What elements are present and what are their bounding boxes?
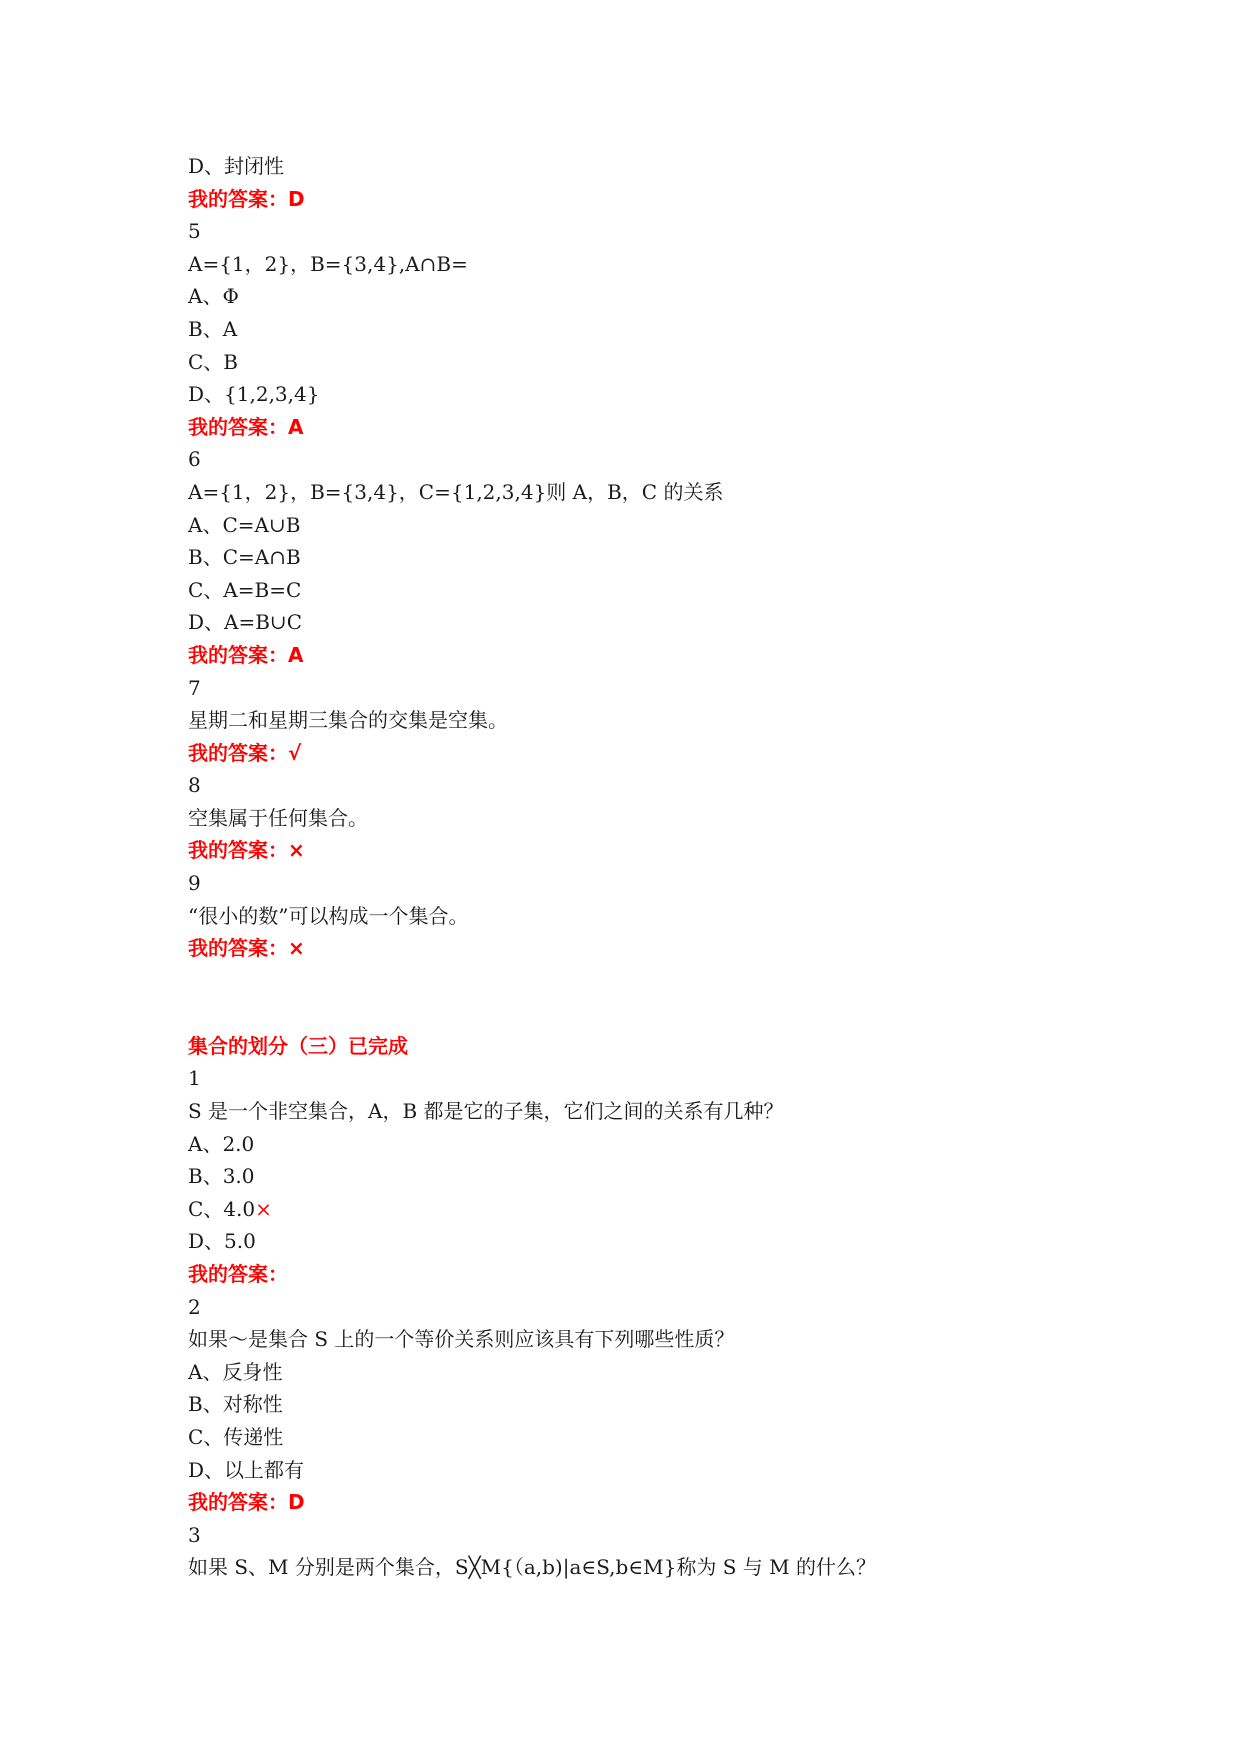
my-answer-label: 我的答案： — [188, 186, 288, 211]
answer-option-text: B、3.0 — [188, 1164, 255, 1189]
my-answer — [188, 639, 1148, 672]
my-answer-value: × — [288, 936, 305, 961]
question-text — [188, 476, 1148, 509]
my-answer-value: √ — [288, 740, 302, 765]
question-text — [188, 704, 1148, 737]
question-text — [188, 1323, 1148, 1356]
quiz-section-set-partition-3 — [188, 1062, 1148, 1584]
question-number-text: 1 — [188, 1066, 201, 1091]
answer-option-text: A、反身性 — [188, 1359, 283, 1384]
question-text — [188, 802, 1148, 835]
answer-option — [188, 1388, 1148, 1421]
answer-option-text: A、2.0 — [188, 1131, 255, 1156]
my-answer-label: 我的答案： — [188, 1262, 288, 1286]
my-answer — [188, 183, 1148, 216]
question-text-text: A={1，2}，B={3,4},A∩B= — [188, 251, 468, 276]
question-text — [188, 900, 1148, 933]
answer-option — [188, 1160, 1148, 1193]
answer-option — [188, 150, 1148, 183]
answer-option — [188, 509, 1148, 542]
answer-option-text: D、A=B∪C — [188, 610, 302, 635]
question-number — [188, 1519, 1148, 1552]
answer-option — [188, 1421, 1148, 1454]
question-text-text: 如果～是集合 S 上的一个等价关系则应该具有下列哪些性质？ — [188, 1327, 735, 1352]
my-answer-value: A — [288, 642, 304, 667]
question-number — [188, 1062, 1148, 1095]
question-text-text: A={1，2}，B={3,4}，C={1,2,3,4}则 A，B，C 的关系 — [188, 479, 724, 504]
question-number — [188, 1291, 1148, 1324]
answer-option-text: C、传递性 — [188, 1424, 284, 1449]
answer-option-text: A、C=A∪B — [188, 512, 301, 537]
question-number-text: 3 — [188, 1522, 201, 1547]
answer-option — [188, 1128, 1148, 1161]
answer-option-text: B、C=A∩B — [188, 545, 301, 570]
answer-option — [188, 1356, 1148, 1389]
question-text — [188, 1095, 1148, 1128]
question-number-text: 8 — [188, 773, 201, 798]
my-answer — [188, 411, 1148, 444]
answer-option — [188, 313, 1148, 346]
answer-option-text: D、封闭性 — [188, 154, 285, 178]
question-text-text: 星期二和星期三集合的交集是空集。 — [188, 708, 508, 733]
answer-option-text: C、B — [188, 349, 238, 374]
answer-option-text: D、5.0 — [188, 1229, 256, 1254]
question-number — [188, 443, 1148, 476]
answer-option-text: A、Φ — [188, 284, 239, 309]
my-answer — [188, 1258, 1148, 1291]
answer-option-text: D、以上都有 — [188, 1457, 305, 1482]
answer-option — [188, 541, 1148, 574]
question-number — [188, 215, 1148, 248]
answer-option — [188, 606, 1148, 639]
question-number-text: 5 — [188, 219, 201, 244]
my-answer-label: 我的答案： — [188, 936, 288, 961]
answer-option-text: B、A — [188, 316, 238, 341]
answer-option — [188, 378, 1148, 411]
question-number-text: 7 — [188, 675, 201, 700]
question-text — [188, 248, 1148, 281]
question-number — [188, 769, 1148, 802]
section-gap — [188, 965, 1148, 1030]
answer-option-text: B、对称性 — [188, 1392, 283, 1417]
my-answer-value: D — [288, 186, 305, 211]
my-answer-value: A — [288, 414, 304, 439]
question-number-text: 2 — [188, 1294, 201, 1319]
question-number — [188, 867, 1148, 900]
my-answer-label: 我的答案： — [188, 1490, 288, 1515]
my-answer — [188, 1486, 1148, 1519]
question-number — [188, 672, 1148, 705]
answer-option — [188, 1454, 1148, 1487]
question-number-text: 9 — [188, 871, 201, 896]
question-text-text: S 是一个非空集合，A，B 都是它的子集，它们之间的关系有几种？ — [188, 1099, 784, 1124]
answer-option — [188, 574, 1148, 607]
answer-option-text: C、4.0 — [188, 1196, 256, 1221]
question-text-text: 如果 S、M 分别是两个集合，S╳M{（a,b)|a∈S,b∈M}称为 S 与 M 的什么？ — [188, 1555, 876, 1580]
my-answer-label: 我的答案： — [188, 740, 288, 765]
question-text — [188, 1551, 1148, 1584]
question-text-text: “很小的数”可以构成一个集合。 — [188, 903, 469, 928]
answer-option-text: C、A=B=C — [188, 577, 302, 602]
my-answer-label: 我的答案： — [188, 642, 288, 667]
my-answer-label: 我的答案： — [188, 838, 288, 863]
my-answer — [188, 932, 1148, 965]
wrong-mark-icon: × — [255, 1196, 272, 1221]
my-answer — [188, 737, 1148, 770]
answer-option — [188, 280, 1148, 313]
my-answer-value: D — [288, 1490, 305, 1515]
quiz-section-previous — [188, 150, 1148, 965]
question-text-text: 空集属于任何集合。 — [188, 805, 368, 830]
answer-option — [188, 1225, 1148, 1258]
answer-option-text: D、{1,2,3,4} — [188, 382, 320, 407]
section-heading: 集合的划分（三）已完成 — [188, 1033, 408, 1058]
my-answer-value: × — [288, 838, 305, 863]
question-number-text: 6 — [188, 447, 201, 472]
document-content — [188, 150, 1148, 1584]
my-answer — [188, 834, 1148, 867]
answer-option — [188, 346, 1148, 379]
answer-option — [188, 1193, 1148, 1226]
my-answer-label: 我的答案： — [188, 414, 288, 439]
